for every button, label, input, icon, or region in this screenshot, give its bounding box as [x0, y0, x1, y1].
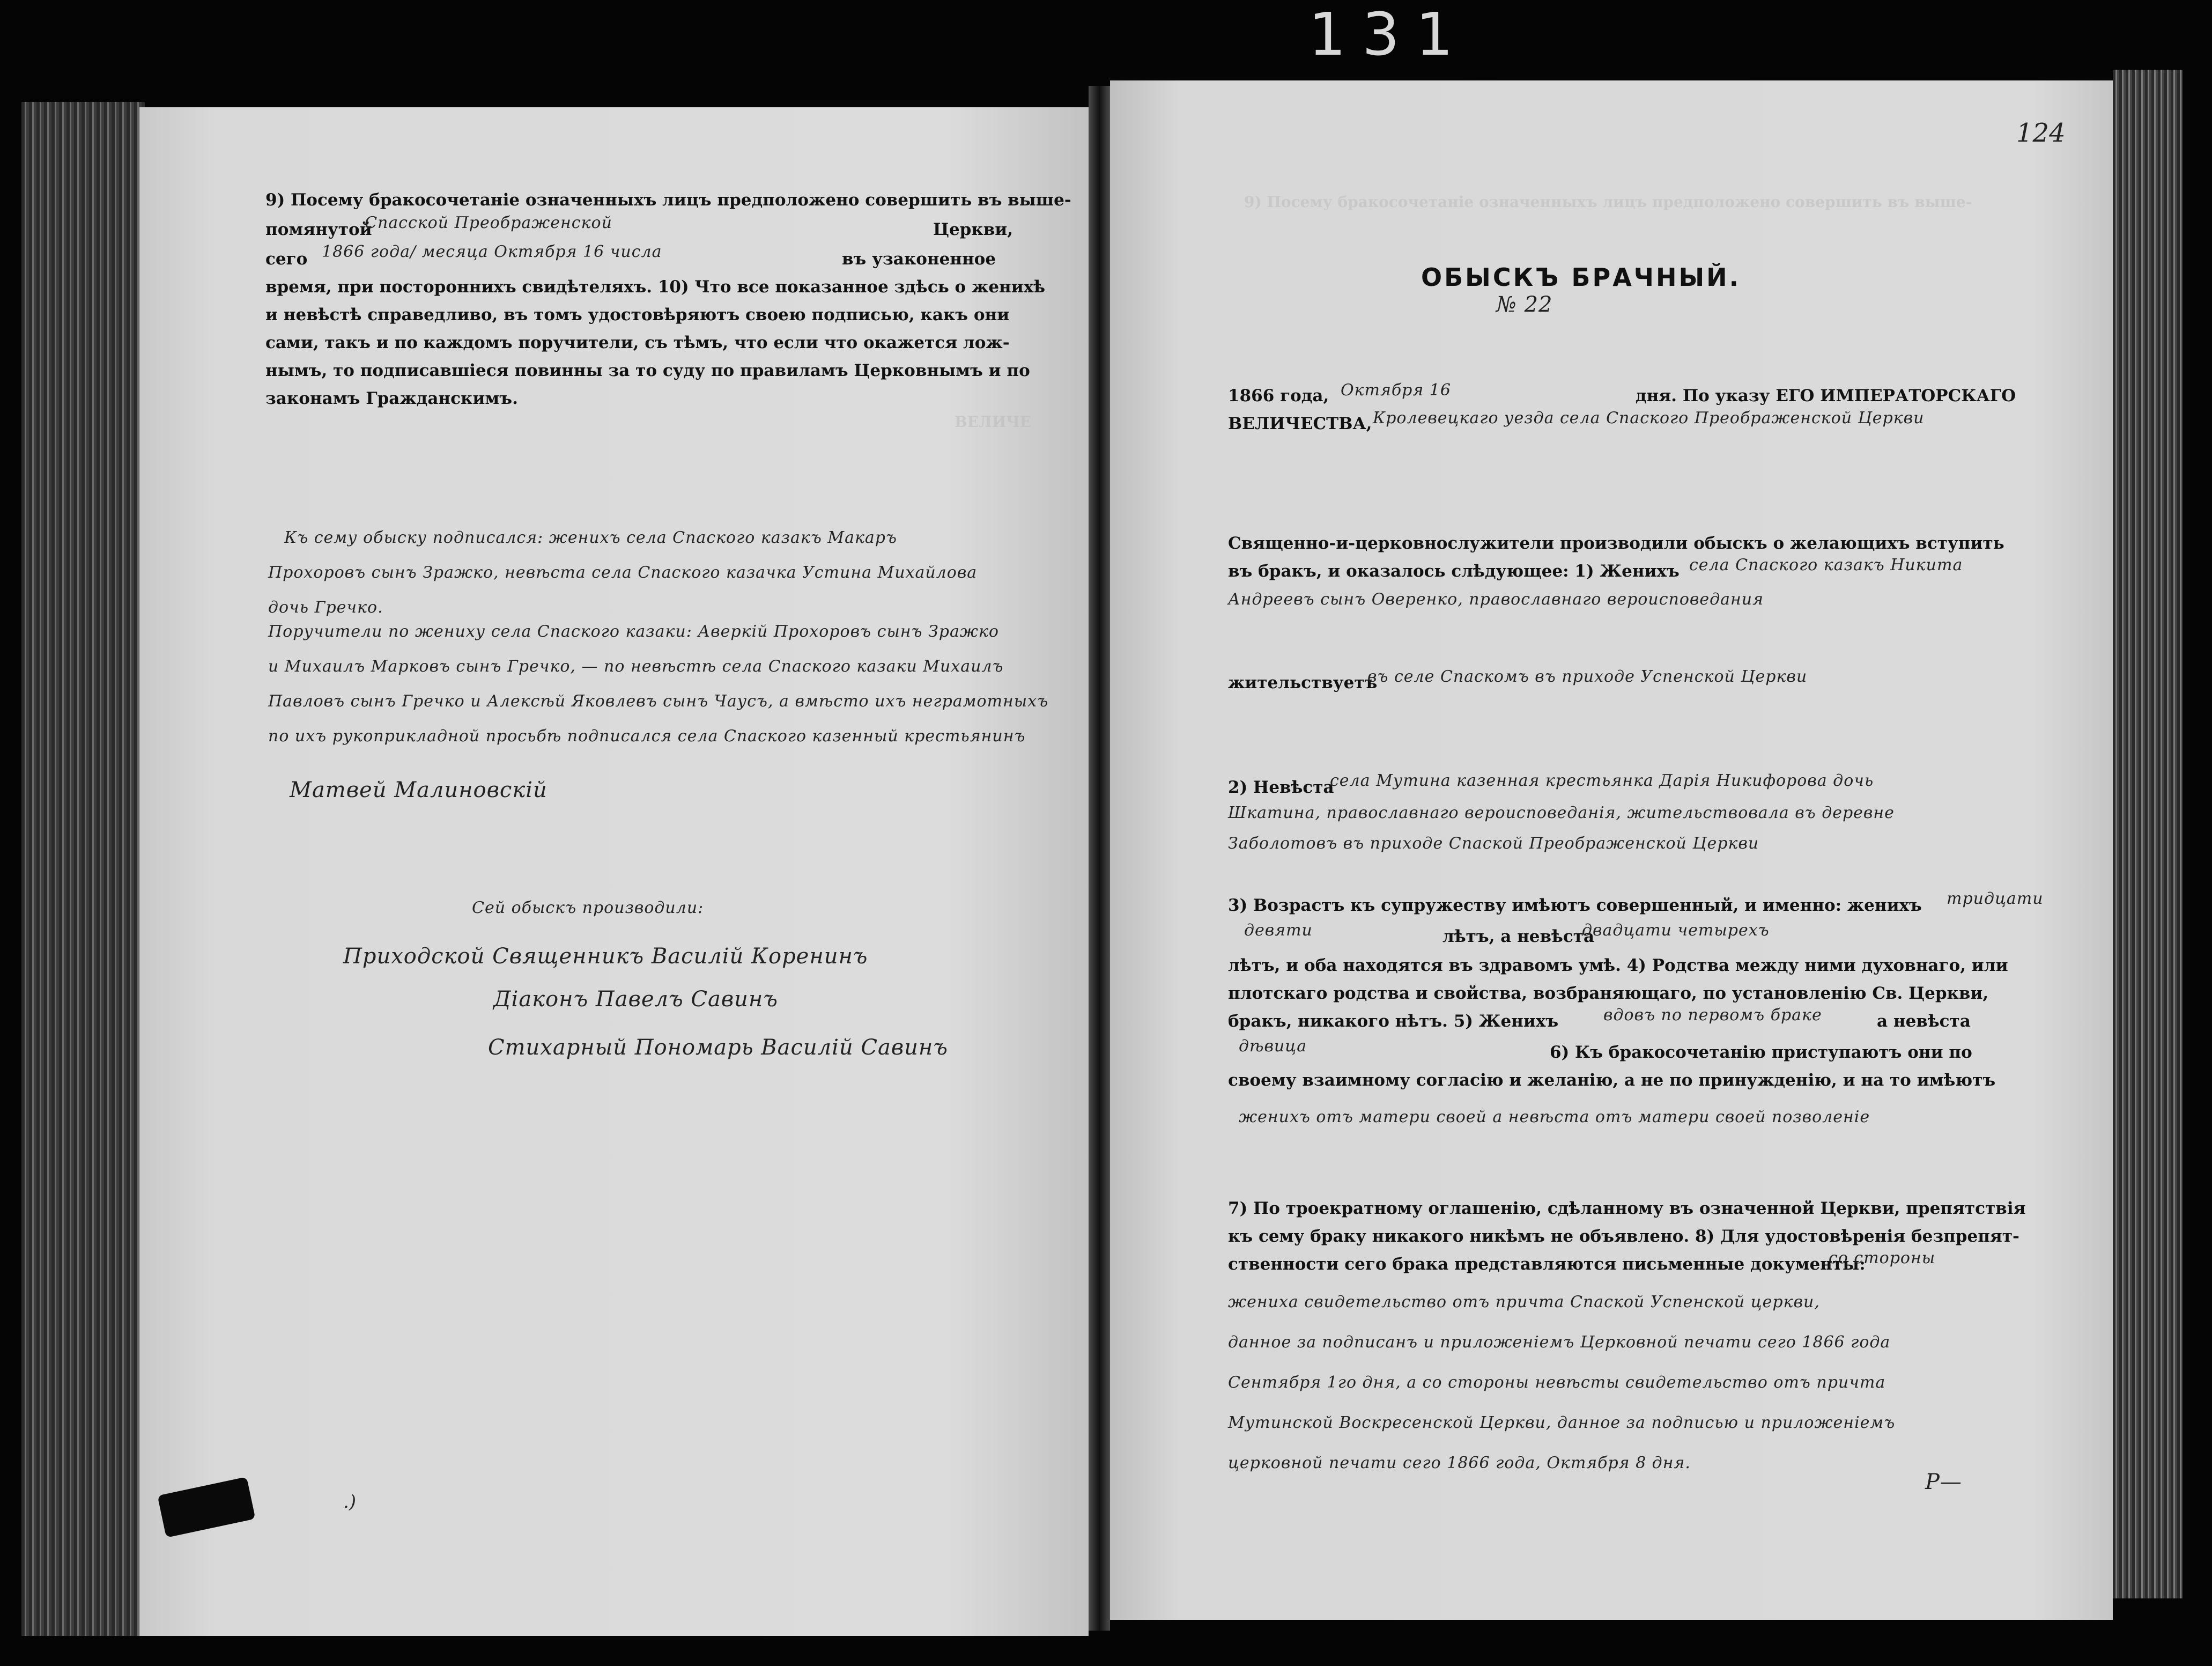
- clergy-line-1: Священно-и-церковнослужители производили обыскъ о желающихъ вступить: [1228, 534, 2004, 553]
- signature-line-7: по ихъ рукоприкладной просьбѣ подписался села Спаского казенный крестьянинъ: [268, 727, 1026, 746]
- clause-line-5: и невѣстѣ справедливо, въ томъ удостовѣряютъ своею подписью, какъ они: [265, 305, 1010, 325]
- corner-mark: .): [343, 1491, 357, 1513]
- majesty: ВЕЛИЧЕСТВА,: [1228, 414, 1372, 433]
- bride-hand-1: села Мутина казенная крестьянка Дарія Никифорова дочь: [1330, 771, 1874, 790]
- clause-date-hand: 1866 года/ месяца Октября 16 числа: [322, 242, 662, 261]
- bride-hand-3: Заболотовъ въ приходе Спаской Преображенской Церкви: [1228, 834, 1759, 853]
- signature-line-1: Къ сему обыску подписался: женихъ села Спаского казакъ Макаръ: [284, 528, 897, 547]
- page-title: ОБЫСКЪ БРАЧНЫЙ.: [1421, 263, 1741, 292]
- page-number: 124: [2016, 118, 2066, 148]
- bride-label: 2) Невѣста: [1228, 778, 1334, 797]
- film-frame-number: 131: [1308, 0, 1469, 69]
- clause-church-hand: Спасской Преображенской: [365, 213, 612, 232]
- initial-mark: Р—: [1925, 1470, 1962, 1494]
- documents-hand-4: Мутинской Воскресенской Церкви, данное за подписью и приложеніемъ: [1228, 1413, 1896, 1432]
- groom-status-hand: вдовъ по первомъ браке: [1603, 1006, 1822, 1024]
- date-line-b: дня. По указу ЕГО ИМПЕРАТОРСКАГО: [1636, 386, 2016, 406]
- clause-line-1: 9) Посему бракосочетаніе означенныхъ лицъ предположено совершить въ выше-: [265, 190, 1071, 210]
- bride-hand-2: Шкатина, православнаго вероисповеданія, жительствовала въ деревне: [1228, 803, 1895, 822]
- signature-deacon: Діаконъ Павелъ Савинъ: [493, 987, 778, 1012]
- book-edge-left: [21, 102, 145, 1636]
- signature-priest: Приходской Священникъ Василій Коренинъ: [343, 944, 868, 969]
- clause-line-6: сами, такъ и по каждомъ поручители, съ тѣмъ, что если что окажется лож-: [265, 333, 1010, 352]
- clause-line-3a: сего: [265, 249, 308, 269]
- consent-hand: женихъ отъ матери своей а невѣста отъ матери своей позволеніе: [1239, 1108, 1870, 1126]
- age-hand-groom-1: тридцати: [1947, 889, 2044, 908]
- clause-line-3b: въ узаконенное: [842, 249, 996, 269]
- book-gutter: [1089, 86, 1110, 1631]
- search-performed-by: Сей обыскъ производили:: [472, 898, 704, 917]
- age-line-2a: лѣтъ, а невѣста: [1442, 927, 1595, 946]
- resides-label: жительствуетъ: [1228, 673, 1378, 692]
- age-line-1a: 3) Возрастъ къ супружеству имѣютъ совершенный, и именно: женихъ: [1228, 896, 1922, 915]
- signature-matvey: Матвей Малиновскій: [290, 778, 548, 802]
- banns-line-1: 7) По троекратному оглашенію, сдѣланному въ означенной Церкви, препятствія: [1228, 1199, 2026, 1218]
- signature-line-4: Поручители по жениху села Спаского казаки: Аверкій Прохоровъ сынъ Зражко: [268, 622, 999, 641]
- right-page: [1110, 80, 2113, 1620]
- clause-line-2b: Церкви,: [933, 220, 1013, 239]
- bride-status-hand: дѣвица: [1239, 1037, 1307, 1056]
- kin-line-3a: бракъ,: [1228, 1012, 1292, 1031]
- consent-line-2: своему взаимному согласію и желанію, а не по принужденію, и на то имѣютъ: [1228, 1071, 1996, 1090]
- documents-hand-0: со стороны: [1829, 1249, 1936, 1267]
- documents-hand-3: Сентября 1го дня, а со стороны невѣсты свидетельство отъ причта: [1228, 1373, 1886, 1392]
- consent-line-1b: 6) Къ бракосочетанію приступаютъ они по: [1550, 1043, 1972, 1062]
- clause-line-7: нымъ, то подписавшіеся повинны за то суду по правиламъ Церковнымъ и по: [265, 361, 1030, 380]
- left-page: [139, 107, 1089, 1636]
- clause-line-2a: помянутой: [265, 220, 372, 239]
- signature-line-2: Прохоровъ сынъ Зражко, невѣста села Спаского казачка Устина Михайлова: [268, 563, 978, 582]
- kin-line-3c: а невѣста: [1877, 1012, 1971, 1031]
- banns-line-3a: ственности сего брака представляются письменные документы:: [1228, 1255, 1866, 1274]
- kin-line-1: лѣтъ, и оба находятся въ здравомъ умѣ. 4) Родства между ними духовнаго, или: [1228, 956, 2008, 975]
- banns-line-2: къ сему браку никакого никѣмъ не объявлено. 8) Для удостовѣренія безпрепят-: [1228, 1227, 2019, 1246]
- signature-line-5: и Михаилъ Марковъ сынъ Гречко, — по невѣстѣ села Спаского казаки Михаилъ: [268, 657, 1004, 676]
- signature-sexton: Стихарный Пономарь Василій Савинъ: [488, 1035, 948, 1060]
- clause-line-4: время, при постороннихъ свидѣтеляхъ. 10) Что все показанное здѣсь о женихѣ: [265, 277, 1046, 297]
- age-hand-bride: двадцати четырехъ: [1582, 921, 1770, 940]
- kin-line-3b: никакого нѣтъ. 5) Женихъ: [1298, 1012, 1559, 1031]
- signature-line-3: дочь Гречко.: [268, 598, 383, 617]
- signature-line-6: Павловъ сынъ Гречко и Алексѣй Яковлевъ сынъ Чаусъ, а вмѣсто ихъ неграмотныхъ: [268, 692, 1049, 711]
- resides-hand: въ селе Спаскомъ въ приходе Успенской Церкви: [1367, 667, 1808, 686]
- groom-hand-1: села Спаского казакъ Никита: [1689, 556, 1963, 574]
- bleed-through-text: ВЕЛИЧЕ: [955, 413, 1032, 431]
- documents-hand-5: церковной печати сего 1866 года, Октября 8 дня.: [1228, 1454, 1691, 1472]
- record-number: № 22: [1496, 292, 1553, 317]
- documents-hand-1: жениха свидетельство отъ причта Спаской Успенской церкви,: [1228, 1293, 1820, 1311]
- documents-hand-2: данное за подписанъ и приложеніемъ Церковной печати сего 1866 года: [1228, 1333, 1891, 1352]
- kin-line-2: плотскаго родства и свойства, возбраняющаго, по установленію Св. Церкви,: [1228, 984, 1989, 1003]
- majesty-hand: Кролевецкаго уезда села Спаского Преображенской Церкви: [1373, 409, 1925, 427]
- book-edge-right: [2113, 70, 2183, 1598]
- clergy-line-2a: въ бракъ, и оказалось слѣдующее: 1) Женихъ: [1228, 562, 1680, 581]
- age-hand-groom-2: девяти: [1244, 921, 1313, 940]
- bleed-through-text: 9) Посему бракосочетаніе означенныхъ лицъ предположено совершить въ выше-: [1244, 193, 1972, 211]
- date-line-a: 1866 года,: [1228, 386, 1329, 406]
- date-hand: Октября 16: [1341, 381, 1451, 400]
- clause-line-8: законамъ Гражданскимъ.: [265, 389, 518, 408]
- groom-hand-2: Андреевъ сынъ Оверенко, православнаго вероисповедания: [1228, 590, 1764, 609]
